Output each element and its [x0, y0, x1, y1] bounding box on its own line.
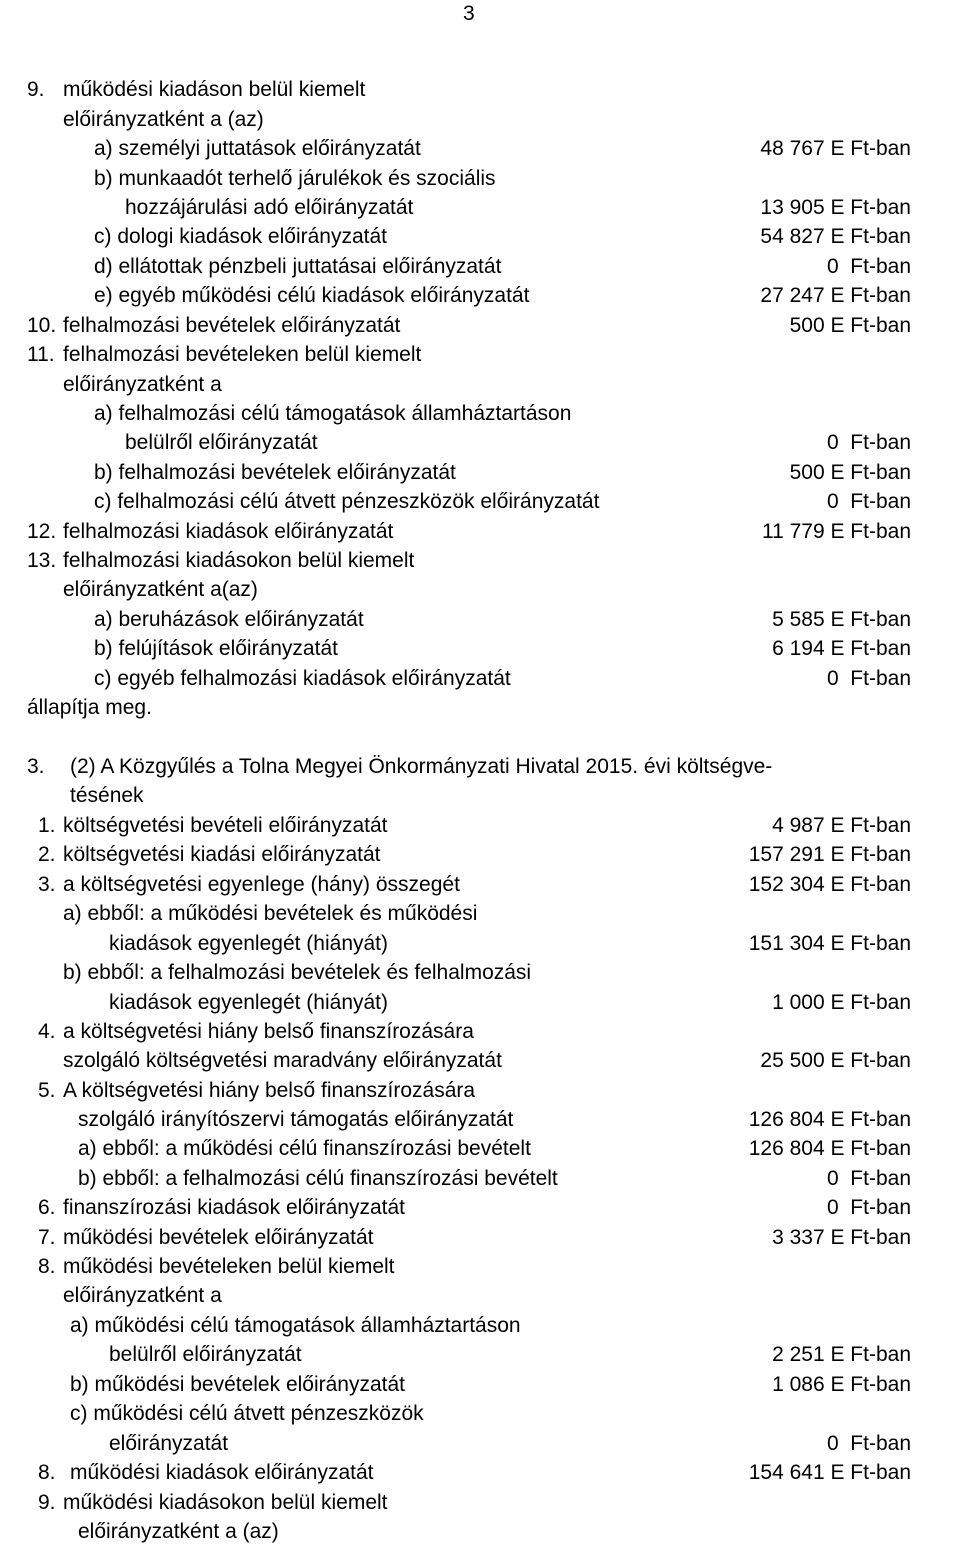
item-text: b) felújítások előirányzatát	[94, 637, 338, 660]
item-amount: 0 Ft-ban	[826, 1432, 911, 1455]
item-text: c) felhalmozási célú átvett pénzeszközök előirányzatát	[94, 490, 600, 513]
item-text: A költségvetési hiány belső finanszírozására	[63, 1079, 476, 1102]
item-amount: 4 987 E Ft-ban	[772, 814, 911, 837]
item-text: b) ebből: a felhalmozási célú finanszírozási bevételt	[78, 1167, 558, 1190]
item-text: b) ebből: a felhalmozási bevételek és felhalmozási	[63, 961, 532, 984]
item-amount: 0 Ft-ban	[826, 667, 911, 690]
item-text: előirányzatként a (az)	[63, 108, 264, 131]
item-text: működési bevételeken belül kiemelt	[63, 1255, 395, 1278]
item-text: (2) A Közgyűlés a Tolna Megyei Önkormányzati Hivatal 2015. évi költségve-	[70, 755, 773, 778]
item-number: 9.	[27, 78, 45, 101]
item-amount: 1 086 E Ft-ban	[772, 1373, 911, 1396]
item-amount: 0 Ft-ban	[826, 490, 911, 513]
item-text: a) ebből: a működési bevételek és működési	[63, 902, 478, 925]
item-text: a költségvetési hiány belső finanszírozására	[63, 1020, 474, 1043]
item-text: működési kiadáson belül kiemelt	[63, 78, 366, 101]
item-amount: 151 304 E Ft-ban	[748, 932, 911, 955]
item-amount: 48 767 E Ft-ban	[760, 137, 911, 160]
item-amount: 0 Ft-ban	[826, 1196, 911, 1219]
item-number: 3.	[38, 873, 56, 896]
item-amount: 152 304 E Ft-ban	[748, 873, 911, 896]
item-amount: 0 Ft-ban	[826, 255, 911, 278]
item-amount: 5 585 E Ft-ban	[772, 608, 911, 631]
item-number: 8.	[38, 1255, 56, 1278]
item-amount: 157 291 E Ft-ban	[748, 843, 911, 866]
item-text: előirányzatként a(az)	[63, 578, 258, 601]
item-number: 1.	[38, 814, 56, 837]
item-text: működési kiadások előirányzatát	[70, 1461, 374, 1484]
item-text: b) munkaadót terhelő járulékok és szociális	[94, 167, 496, 190]
item-text: működési bevételek előirányzatát	[63, 1226, 374, 1249]
item-text: a) személyi juttatások előirányzatát	[94, 137, 421, 160]
item-text: a) működési célú támogatások államháztartáson	[70, 1314, 521, 1337]
item-number: 13.	[27, 549, 57, 572]
item-amount: 126 804 E Ft-ban	[748, 1137, 911, 1160]
item-text: előirányzatát	[109, 1432, 229, 1455]
item-amount: 54 827 E Ft-ban	[760, 225, 911, 248]
item-amount: 6 194 E Ft-ban	[772, 637, 911, 660]
item-text: előirányzatként a	[63, 1284, 222, 1307]
item-text: e) egyéb működési célú kiadások előirányzatát	[94, 284, 530, 307]
item-text: belülről előirányzatát	[109, 1343, 302, 1366]
item-amount: 154 641 E Ft-ban	[748, 1461, 911, 1484]
item-text: költségvetési bevételi előirányzatát	[63, 814, 388, 837]
item-amount: 1 000 E Ft-ban	[772, 991, 911, 1014]
item-amount: 0 Ft-ban	[826, 431, 911, 454]
item-text: a) beruházások előirányzatát	[94, 608, 364, 631]
item-text: hozzájárulási adó előirányzatát	[125, 196, 414, 219]
item-text: szolgáló költségvetési maradvány előirányzatát	[63, 1049, 502, 1072]
item-number: 10.	[27, 314, 57, 337]
item-amount: 126 804 E Ft-ban	[748, 1108, 911, 1131]
item-text: felhalmozási kiadásokon belül kiemelt	[63, 549, 415, 572]
item-text: költségvetési kiadási előirányzatát	[63, 843, 381, 866]
item-text: szolgáló irányítószervi támogatás előirányzatát	[78, 1108, 514, 1131]
item-number: 9.	[38, 1491, 56, 1514]
item-text: működési kiadásokon belül kiemelt	[63, 1491, 388, 1514]
item-amount: 3 337 E Ft-ban	[772, 1226, 911, 1249]
item-amount: 25 500 E Ft-ban	[760, 1049, 911, 1072]
item-text: belülről előirányzatát	[125, 431, 318, 454]
item-number: 12.	[27, 520, 57, 543]
item-amount: 13 905 E Ft-ban	[760, 196, 911, 219]
item-text: tésének	[70, 784, 144, 807]
item-text: felhalmozási bevételek előirányzatát	[63, 314, 401, 337]
item-amount: 27 247 E Ft-ban	[760, 284, 911, 307]
item-text: a költségvetési egyenlege (hány) összegét	[63, 873, 460, 896]
item-text: b) működési bevételek előirányzatát	[70, 1373, 406, 1396]
item-amount: 500 E Ft-ban	[789, 461, 911, 484]
item-text: állapítja meg.	[27, 696, 152, 719]
item-text: c) működési célú átvett pénzeszközök	[70, 1402, 424, 1425]
item-number: 6.	[38, 1196, 56, 1219]
item-number: 2.	[38, 843, 56, 866]
item-text: kiadások egyenlegét (hiányát)	[109, 991, 389, 1014]
item-amount: 11 779 E Ft-ban	[761, 520, 911, 543]
item-number: 4.	[38, 1020, 56, 1043]
item-text: előirányzatként a (az)	[78, 1520, 279, 1543]
item-text: felhalmozási kiadások előirányzatát	[63, 520, 394, 543]
item-text: d) ellátottak pénzbeli juttatásai előirányzatát	[94, 255, 502, 278]
item-number: 8.	[38, 1461, 56, 1484]
item-text: c) dologi kiadások előirányzatát	[94, 225, 387, 248]
item-text: felhalmozási bevételeken belül kiemelt	[63, 343, 422, 366]
item-text: finanszírozási kiadások előirányzatát	[63, 1196, 406, 1219]
item-amount: 2 251 E Ft-ban	[772, 1343, 911, 1366]
item-text: előirányzatként a	[63, 373, 222, 396]
item-amount: 0 Ft-ban	[826, 1167, 911, 1190]
page-number: 3	[463, 2, 475, 25]
item-number: 7.	[38, 1226, 56, 1249]
item-text: b) felhalmozási bevételek előirányzatát	[94, 461, 456, 484]
item-text: c) egyéb felhalmozási kiadások előirányzatát	[94, 667, 511, 690]
item-text: a) ebből: a működési célú finanszírozási bevételt	[78, 1137, 531, 1160]
item-amount: 500 E Ft-ban	[789, 314, 911, 337]
item-number: 3.	[27, 755, 45, 778]
item-number: 5.	[38, 1079, 56, 1102]
item-text: a) felhalmozási célú támogatások államháztartáson	[94, 402, 572, 425]
item-text: kiadások egyenlegét (hiányát)	[109, 932, 389, 955]
item-number: 11.	[27, 343, 55, 366]
